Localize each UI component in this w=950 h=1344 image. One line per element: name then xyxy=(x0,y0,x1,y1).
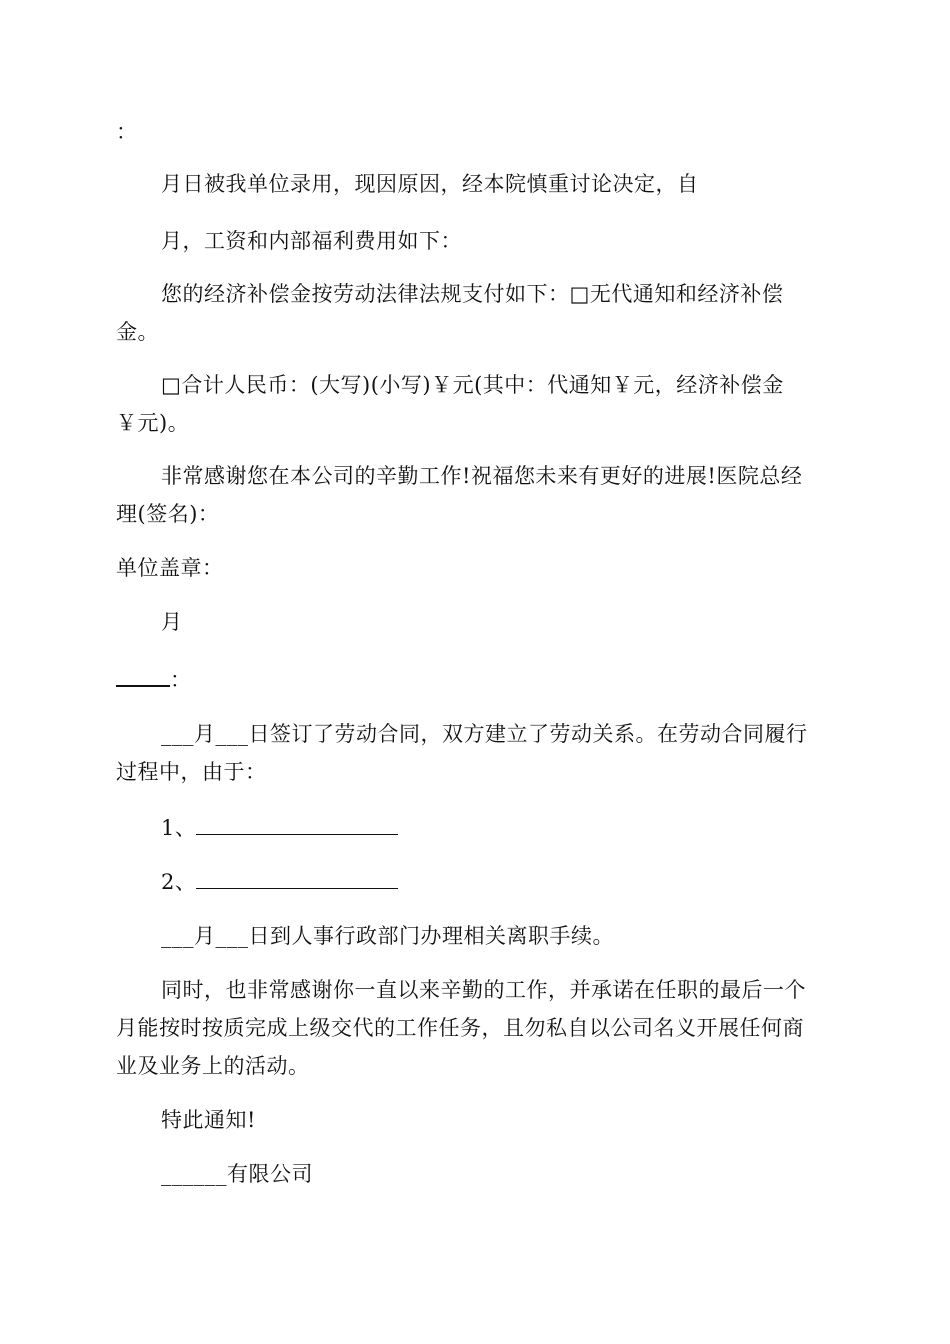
company-signature: ______有限公司 xyxy=(161,1162,313,1186)
paragraph-thanks-line-2: 理(签名)： xyxy=(116,502,220,526)
recipient-blank xyxy=(116,665,170,687)
notice-closing: 特此通知! xyxy=(161,1108,256,1132)
paragraph-contract-line-2: 过程中，由于： xyxy=(116,760,267,784)
reason-item-1 xyxy=(161,816,881,840)
paragraph-thanks-line-1: 非常感谢您在本公司的辛勤工作!祝福您未来有更好的进展!医院总经 xyxy=(161,464,803,488)
reason-item-2-blank xyxy=(196,870,398,889)
second-salutation-colon: ： xyxy=(170,668,192,692)
salutation-colon: ： xyxy=(116,120,138,144)
reason-item-2-label: 2、 xyxy=(161,870,197,894)
reason-item-2 xyxy=(161,870,881,894)
paragraph-gratitude-line-3: 业及业务上的活动。 xyxy=(116,1054,310,1078)
paragraph-total-line-2: ￥元)。 xyxy=(116,411,190,435)
paragraph-compensation-line-1: 您的经济补偿金按劳动法律法规支付如下：□无代通知和经济补偿 xyxy=(161,282,784,306)
reason-item-1-blank xyxy=(196,816,398,835)
unit-seal-label: 单位盖章： xyxy=(116,556,224,580)
paragraph-hire-line-2: 月，工资和内部福利费用如下： xyxy=(161,229,462,253)
paragraph-contract-line-1: ___月___日签订了劳动合同，双方建立了劳动关系。在劳动合同履行 xyxy=(161,722,808,746)
date-month-label: 月 xyxy=(161,610,183,634)
reason-item-1-label: 1、 xyxy=(161,816,197,840)
paragraph-total-line-1: □合计人民币：(大写)(小写)￥元(其中：代通知￥元，经济补偿金 xyxy=(161,373,784,397)
paragraph-gratitude-line-2: 月能按时按质完成上级交代的工作任务，且勿私自以公司名义开展任何商 xyxy=(116,1016,804,1040)
paragraph-compensation-line-2: 金。 xyxy=(116,320,159,344)
paragraph-gratitude-line-1: 同时，也非常感谢你一直以来辛勤的工作，并承诺在任职的最后一个 xyxy=(161,978,806,1002)
paragraph-resignation-procedure: ___月___日到人事行政部门办理相关离职手续。 xyxy=(161,924,614,948)
paragraph-hire-line-1: 月日被我单位录用，现因原因，经本院慎重讨论决定，自 xyxy=(161,172,699,196)
second-salutation xyxy=(116,665,836,692)
